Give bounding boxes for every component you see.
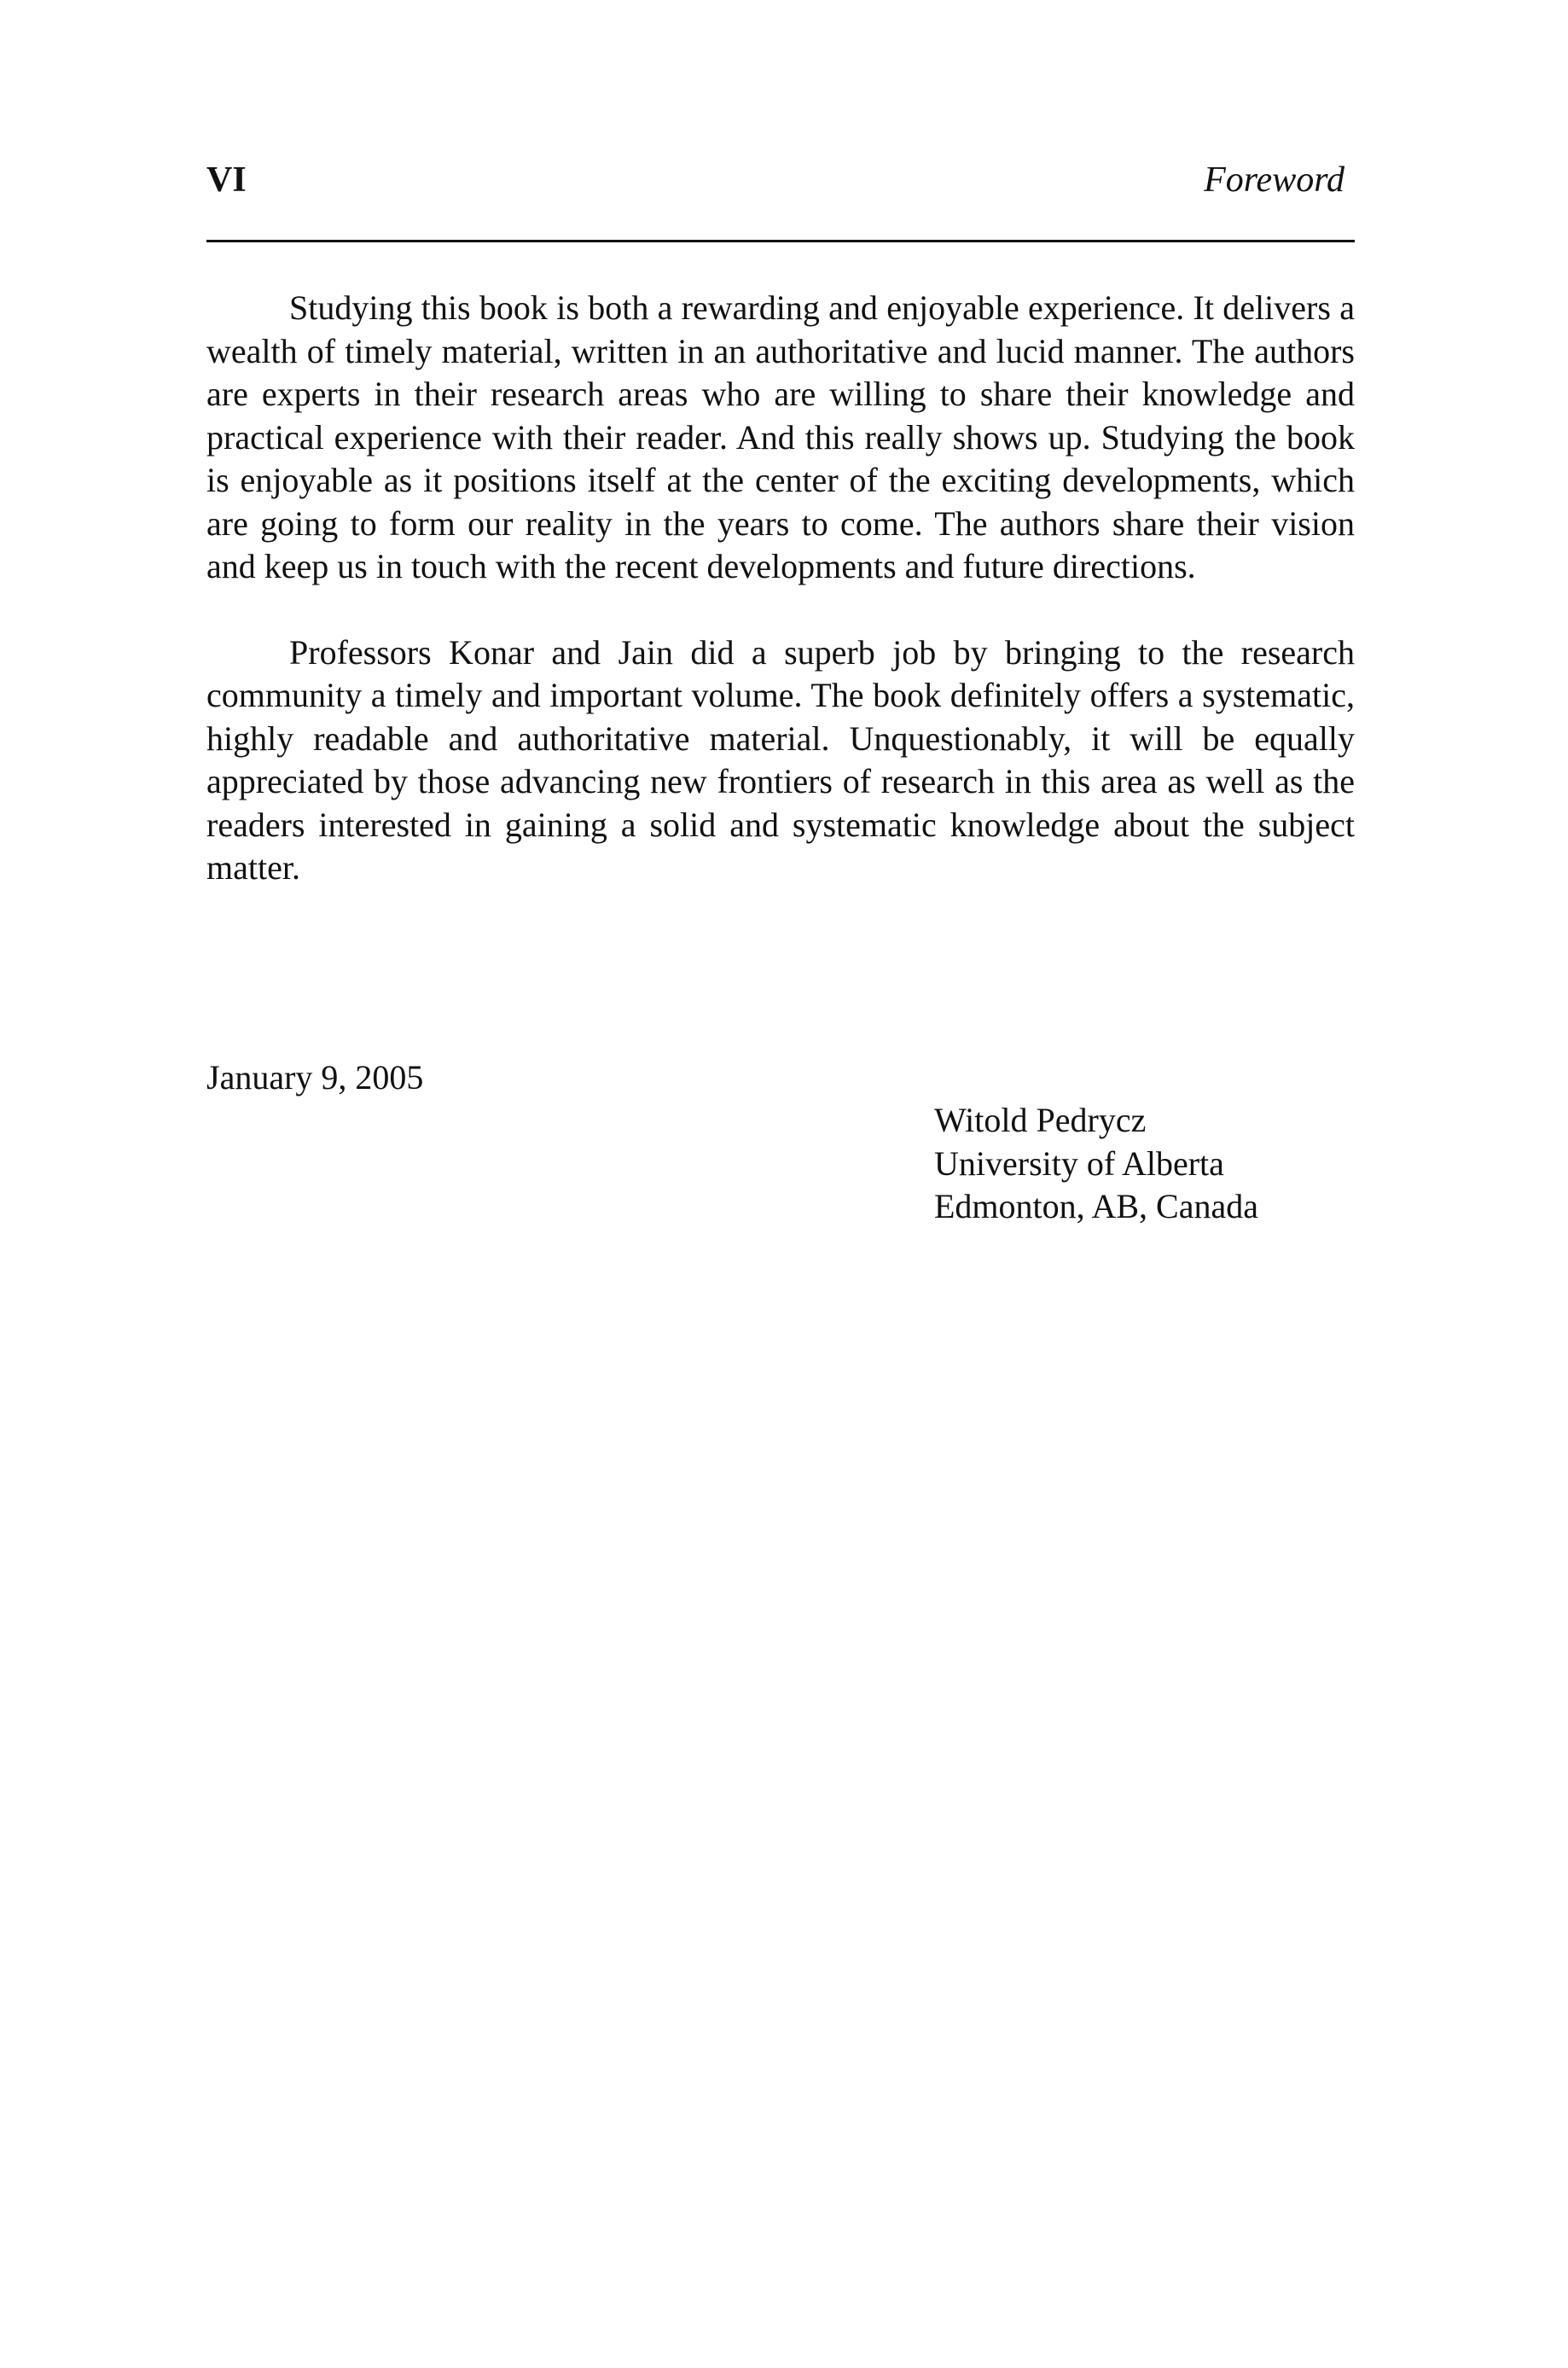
author-name: Witold Pedrycz (934, 1101, 1147, 1139)
author-affiliation: University of Alberta (934, 1143, 1224, 1183)
signature-block (934, 1099, 1258, 1229)
date: January 9, 2005 (206, 1058, 424, 1097)
page-number: VI (206, 160, 247, 200)
foreword-body (206, 287, 1355, 890)
header-rule (206, 240, 1355, 242)
paragraph-2: Professors Konar and Jain did a superb job by bringing to the research community a timely and important volume. The book definitely offers a systematic, highly readable and authoritative material. Unquestionably, it will be equally appreciated by those advancing new frontiers of research in this area as well as the readers interested in gaining a solid and systematic knowledge about the subject matter. (206, 632, 1355, 887)
paragraph-1: Studying this book is both a rewarding and enjoyable experience. It delivers a wealth of timely material, written in an authoritative and lucid manner. The authors are experts in their research areas who are willing to share their knowledge and practical experience with their reader. And this really shows up. Studying the book is enjoyable as it positions itself at the center of the exciting developments, which are going to form our reality in the years to come. The authors share their vision and keep us in touch with the recent developments and future directions. (206, 288, 1355, 585)
author-location: Edmonton, AB, Canada (934, 1187, 1258, 1225)
running-title: Foreword (1204, 160, 1344, 200)
